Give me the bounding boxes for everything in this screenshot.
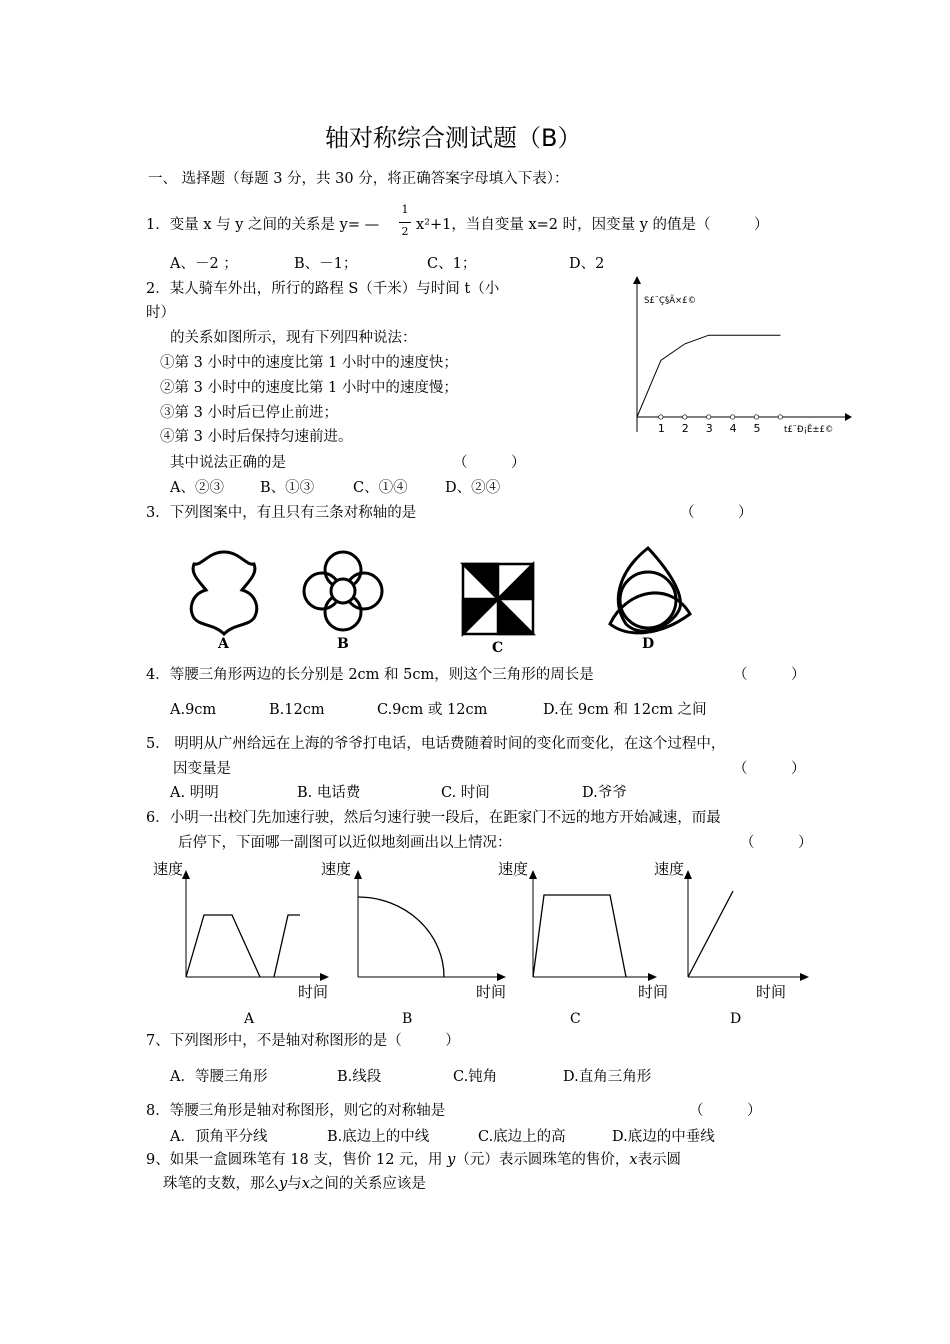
q9-text: 表示圆 — [637, 1152, 682, 1168]
x-axis-arrow — [800, 973, 809, 981]
q2-option-c: C、①④ — [353, 480, 408, 496]
q9-var-x: x — [629, 1152, 638, 1168]
q1-frac-num: 1 — [401, 203, 409, 216]
q4-text: 4．等腰三角形两边的长分别是 2cm 和 5cm，则这个三角形的周长是 — [146, 667, 594, 683]
series-line — [637, 335, 780, 417]
q6-line-1: 6．小明一出校门先加速行驶，然后匀速行驶一段后，在距家门不远的地方开始减速，而最 — [146, 810, 721, 826]
q7-option-a: A．等腰三角形 — [170, 1069, 268, 1085]
q9-text: 之间的关系应该是 — [309, 1176, 426, 1192]
graph-a-label: A — [244, 1011, 255, 1027]
y-axis-label: 速度 — [153, 860, 184, 878]
y-axis-arrow — [684, 870, 692, 879]
x-axis-label: 时间 — [638, 983, 669, 1001]
q3-text: 3．下列图案中，有且只有三条对称轴的是 — [146, 505, 417, 521]
q5-option-a: A. 明明 — [170, 785, 219, 801]
page-title: 轴对称综合测试题（B） — [325, 124, 582, 152]
q9-text: （元）表示圆珠笔的售价， — [455, 1152, 630, 1168]
x-axis-label: t£¨Ð¡Ê±£© — [784, 425, 834, 435]
q2-ask: 其中说法正确的是 — [170, 455, 286, 471]
q9-text: 珠笔的支数，那么 — [163, 1176, 279, 1192]
q7-text: 7、下列图形中，不是轴对称图形的是（ ） — [146, 1033, 460, 1049]
section-heading: 一、 选择题（每题 3 分，共 30 分，将正确答案字母填入下表）： — [148, 171, 569, 187]
x-axis-arrow — [320, 973, 329, 981]
q9-var-y: y — [447, 1152, 456, 1168]
q1-frac-den: 2 — [401, 225, 409, 238]
y-axis-arrow — [633, 276, 641, 284]
y-axis-label: 速度 — [654, 860, 685, 878]
q1-option-d: D、2 — [569, 256, 605, 272]
q5-answer-paren: （ ） — [733, 761, 806, 777]
q2-line-1: 2．某人骑车外出，所行的路程 S（千米）与时间 t（小 — [146, 281, 500, 297]
q7-option-b: B.线段 — [337, 1069, 382, 1085]
q2-line-2: 时） — [146, 305, 175, 321]
x-axis-arrow — [648, 973, 657, 981]
q8-option-b: B.底边上的中线 — [327, 1129, 430, 1145]
x-tick-label: 3 — [705, 422, 713, 435]
figure-d — [610, 548, 690, 633]
x-tick-label: 1 — [657, 422, 665, 435]
q2-statement-2: ②第 3 小时中的速度比第 1 小时中的速度慢； — [160, 380, 458, 396]
ornate-shape — [191, 552, 256, 634]
q2-line-3: 的关系如图所示，现有下列四种说法： — [170, 330, 417, 346]
tick-marker — [707, 415, 711, 419]
y-axis-arrow — [354, 870, 362, 879]
graph-b — [321, 860, 506, 1027]
x-axis-label: 时间 — [756, 983, 787, 1001]
q4-option-d: D.在 9cm 和 12cm 之间 — [543, 702, 707, 718]
q8-option-c: C.底边上的高 — [478, 1129, 566, 1145]
q4-option-c: C.9cm 或 12cm — [377, 702, 488, 718]
q5-option-c: C. 时间 — [441, 785, 490, 801]
x-tick-label: 4 — [729, 422, 737, 435]
outer-circle — [620, 572, 676, 628]
q1-option-c: C、1； — [427, 256, 477, 272]
x-axis-arrow — [497, 973, 506, 981]
q5-option-d: D.爷爷 — [582, 785, 627, 801]
figure-b-label: B — [337, 636, 349, 652]
tick-marker — [730, 415, 734, 419]
q4-answer-paren: （ ） — [733, 667, 806, 683]
q6-graphs — [140, 855, 830, 1030]
q1-text: 1．变量 x 与 y 之间的关系是 y= — — [146, 217, 380, 233]
q9-text: 9、如果一盒圆珠笔有 18 支，售价 12 元，用 — [146, 1152, 443, 1168]
graph-c — [498, 860, 668, 1027]
y-axis-arrow — [182, 870, 190, 879]
tick-marker — [754, 415, 758, 419]
q1-text-rest: x²+1，当自变量 x=2 时，因变量 y 的值是（ ） — [416, 217, 769, 233]
q8-text: 8．等腰三角形是轴对称图形，则它的对称轴是 — [146, 1103, 446, 1119]
q2-statement-3: ③第 3 小时后已停止前进； — [160, 405, 338, 421]
q2-answer-paren: （ ） — [453, 455, 526, 471]
graph-b-label: B — [402, 1011, 413, 1027]
x-tick-label: 2 — [681, 422, 689, 435]
x-axis-label: 时间 — [298, 983, 329, 1001]
q8-answer-paren: （ ） — [689, 1103, 762, 1119]
x-axis-arrow — [845, 413, 852, 421]
y-axis-label: 速度 — [498, 860, 529, 878]
figure-d-label: D — [642, 636, 655, 652]
q8-option-d: D.底边的中垂线 — [612, 1129, 715, 1145]
q9-line-1 — [146, 1153, 681, 1168]
figure-c-label: C — [492, 640, 504, 656]
tick-labels — [658, 422, 761, 435]
graph-curve — [358, 897, 444, 977]
q7-option-d: D.直角三角形 — [563, 1069, 652, 1085]
figure-c — [463, 564, 533, 634]
q1-option-b: B、－1； — [294, 256, 358, 272]
q9-var-y: y — [279, 1176, 288, 1192]
graph-line — [186, 915, 260, 977]
q5-line-1: 5． 明明从广州给远在上海的爷爷打电话，电话费随着时间的变化而变化，在这个过程中， — [146, 736, 726, 752]
graph-line — [688, 891, 733, 977]
distance-time-chart — [600, 272, 860, 447]
tick-marker — [683, 415, 687, 419]
q9-text: 与 — [287, 1176, 302, 1192]
center-circle — [331, 579, 355, 603]
graph-line — [533, 895, 626, 977]
q1-option-a: A、－2 ； — [170, 256, 238, 272]
y-axis-label: S£¨Ç§Ã×£© — [644, 296, 697, 306]
q3-answer-paren: （ ） — [680, 505, 753, 521]
y-axis-arrow — [529, 870, 537, 879]
y-axis-label: 速度 — [321, 860, 352, 878]
q2-option-b: B、①③ — [260, 480, 315, 496]
q3-figures — [180, 540, 740, 660]
q7-option-c: C.钝角 — [453, 1069, 498, 1085]
graph-d-label: D — [730, 1011, 742, 1027]
q5-line-2: 因变量是 — [173, 761, 231, 777]
q9-line-2 — [163, 1177, 426, 1192]
q6-answer-paren: （ ） — [740, 835, 813, 851]
x-axis-label: 时间 — [476, 983, 507, 1001]
q6-line-2: 后停下，下面哪一副图可以近似地刻画出以上情况： — [178, 835, 512, 851]
q9-var-x: x — [301, 1176, 310, 1192]
q2-option-d: D、②④ — [445, 480, 501, 496]
q8-option-a: A．顶角平分线 — [170, 1129, 268, 1145]
q4-option-a: A.9cm — [170, 702, 217, 718]
q2-option-a: A、②③ — [170, 480, 224, 496]
graph-c-label: C — [570, 1011, 581, 1027]
q2-statement-1: ①第 3 小时中的速度比第 1 小时中的速度快； — [160, 355, 458, 371]
tick-marker — [659, 415, 663, 419]
tick-marker — [778, 415, 782, 419]
fraction-bar — [399, 222, 411, 223]
q4-option-b: B.12cm — [269, 702, 325, 718]
figure-b — [304, 552, 382, 630]
figure-a — [191, 552, 256, 634]
q5-option-b: B. 电话费 — [297, 785, 361, 801]
q2-statement-4: ④第 3 小时后保持匀速前进。 — [160, 429, 353, 445]
graph-a — [153, 860, 329, 1027]
x-tick-label: 5 — [753, 422, 761, 435]
figure-a-label: A — [218, 636, 229, 652]
graph-d — [654, 860, 809, 1027]
graph-line — [274, 915, 300, 977]
